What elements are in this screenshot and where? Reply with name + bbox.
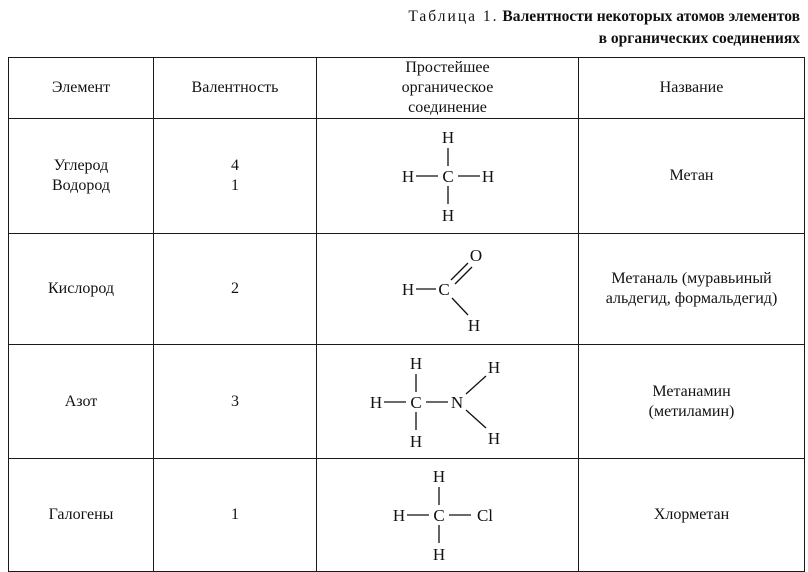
bond: [452, 298, 468, 315]
caption-title-line-1: Валентности некоторых атомов элементов: [502, 8, 800, 25]
atom-chlorine: Cl: [476, 506, 493, 525]
table-caption: [408, 6, 800, 50]
header-compound-text: Простейшее органическое соединение: [401, 59, 494, 116]
atom-hydrogen: H: [441, 206, 454, 225]
valence-cell: [154, 459, 317, 572]
table-row: [9, 345, 805, 459]
valence-cell: [154, 345, 317, 459]
atom-carbon: C: [441, 167, 454, 186]
bond: [466, 376, 486, 394]
structural-formula-cell: [317, 345, 579, 459]
atom-hydrogen: H: [401, 167, 414, 186]
valence-value: 2: [231, 280, 239, 297]
caption-title-line-2: в органических соединениях: [598, 30, 800, 47]
caption-line-1: [408, 6, 800, 28]
compound-name: Метанамин: [652, 382, 731, 400]
header-element: Элемент: [9, 58, 154, 119]
atom-carbon: C: [432, 506, 445, 525]
element-name: Углерод: [53, 157, 109, 174]
atom-hydrogen: H: [467, 316, 480, 335]
table-row: [9, 234, 805, 345]
double-bond: [455, 267, 472, 284]
name-cell: [579, 119, 805, 234]
name-cell: [579, 459, 805, 572]
name-cell: [579, 345, 805, 459]
element-cell: [9, 459, 154, 572]
atom-carbon: C: [409, 392, 422, 412]
table-row: [9, 459, 805, 572]
valence-value: 4: [231, 157, 239, 174]
header-valence: Валентность: [154, 58, 317, 119]
caption-line-2: [408, 28, 800, 50]
element-name: Азот: [64, 392, 98, 410]
atom-hydrogen: H: [432, 545, 445, 564]
valence-table: [8, 57, 805, 572]
atom-carbon: C: [437, 280, 450, 299]
atom-nitrogen: N: [450, 392, 463, 412]
element-cell: [9, 345, 154, 459]
caption-label: Таблица 1.: [408, 8, 499, 25]
compound-name: Хлорметан: [653, 506, 730, 523]
valence-cell: [154, 234, 317, 345]
methane-structure: [388, 126, 508, 226]
valence-value: 3: [231, 392, 239, 410]
atom-hydrogen: H: [392, 506, 405, 525]
atom-hydrogen: H: [401, 280, 414, 299]
element-name: Водород: [51, 177, 111, 194]
element-name: Кислород: [48, 280, 114, 297]
atom-hydrogen: H: [481, 167, 494, 186]
element-name: Галогены: [48, 506, 114, 523]
valence-value: 1: [231, 506, 239, 523]
compound-name: (метиламин): [648, 402, 735, 420]
double-bond: [451, 263, 468, 280]
valence-value: 1: [231, 177, 239, 194]
compound-name: альдегид, формальдегид): [605, 290, 778, 307]
header-name: Название: [579, 58, 805, 119]
element-cell: [9, 234, 154, 345]
atom-hydrogen: H: [409, 431, 422, 451]
name-cell: [579, 234, 805, 345]
structural-formula-cell: [317, 234, 579, 345]
atom-oxygen: O: [469, 246, 482, 265]
chloromethane-structure: [383, 465, 513, 565]
atom-hydrogen: H: [487, 428, 500, 448]
valence-cell: [154, 119, 317, 234]
table-row: [9, 119, 805, 234]
atom-hydrogen: H: [441, 128, 454, 147]
atom-hydrogen: H: [409, 353, 422, 373]
atom-hydrogen: H: [432, 467, 445, 486]
atom-hydrogen: H: [487, 357, 500, 377]
element-cell: [9, 119, 154, 234]
header-row: [9, 58, 805, 119]
header-compound: [317, 58, 579, 119]
structural-formula-cell: [317, 119, 579, 234]
bond: [466, 410, 486, 428]
atom-hydrogen: H: [369, 392, 382, 412]
compound-name: Метаналь (муравьиный: [611, 270, 772, 287]
compound-name: Метан: [669, 167, 714, 184]
methanamine-structure: [368, 352, 528, 452]
structural-formula-cell: [317, 459, 579, 572]
methanal-structure: [388, 241, 508, 337]
